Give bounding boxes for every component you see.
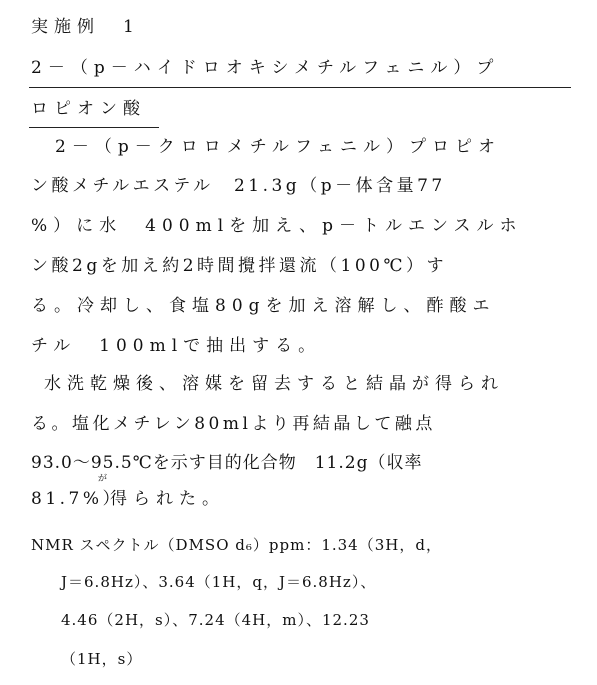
example-heading: 実施例 1 [31,17,140,37]
body-line-5: る。冷却し、食塩80gを加え溶解し、酢酸エ [31,296,496,316]
compound-title-line2: ロピオン酸 [31,99,146,119]
nmr-line-1: NMR スペクトル（DMSO d₆）ppm：1.34（3H，d， [31,536,442,554]
compound-title-line1: 2－（p－ハイドロオキシメチルフェニル）プ [31,58,500,78]
body-line-3: %）に水 400mlを加え、p－トルエンスルホ [31,216,523,236]
body-line-10: 81.7%） [31,489,124,509]
body-line-10-tail: 得られた。 [110,489,225,509]
body-line-2: ン酸メチルエステル 21.3g（p－体含量77 [31,176,446,196]
body-line-6: チル 100mlで抽出する。 [31,336,322,356]
body-line-1: 2－（p－クロロメチルフェニル）プロピオ [55,137,501,157]
nmr-line-4: （1H，s） [61,650,143,668]
body-line-7: 水洗乾燥後、溶媒を留去すると結晶が得られ [44,374,504,394]
title-underline-2 [29,127,159,128]
nmr-line-3: 4.46（2H，s）、7.24（4H，m）、12.23 [61,611,370,629]
body-line-9: 93.0〜95.5℃を示す目的化合物 11.2g（収率 [31,453,423,473]
body-line-8: る。塩化メチレン80mlより再結晶して融点 [31,414,436,434]
body-line-4: ン酸2gを加え約2時間攪拌還流（100℃）す [31,256,447,276]
title-underline-1 [29,87,571,88]
nmr-line-2: J＝6.8Hz）、3.64（1H，q，J＝6.8Hz）、 [61,573,377,591]
handwritten-insertion-ga: が [98,474,108,484]
